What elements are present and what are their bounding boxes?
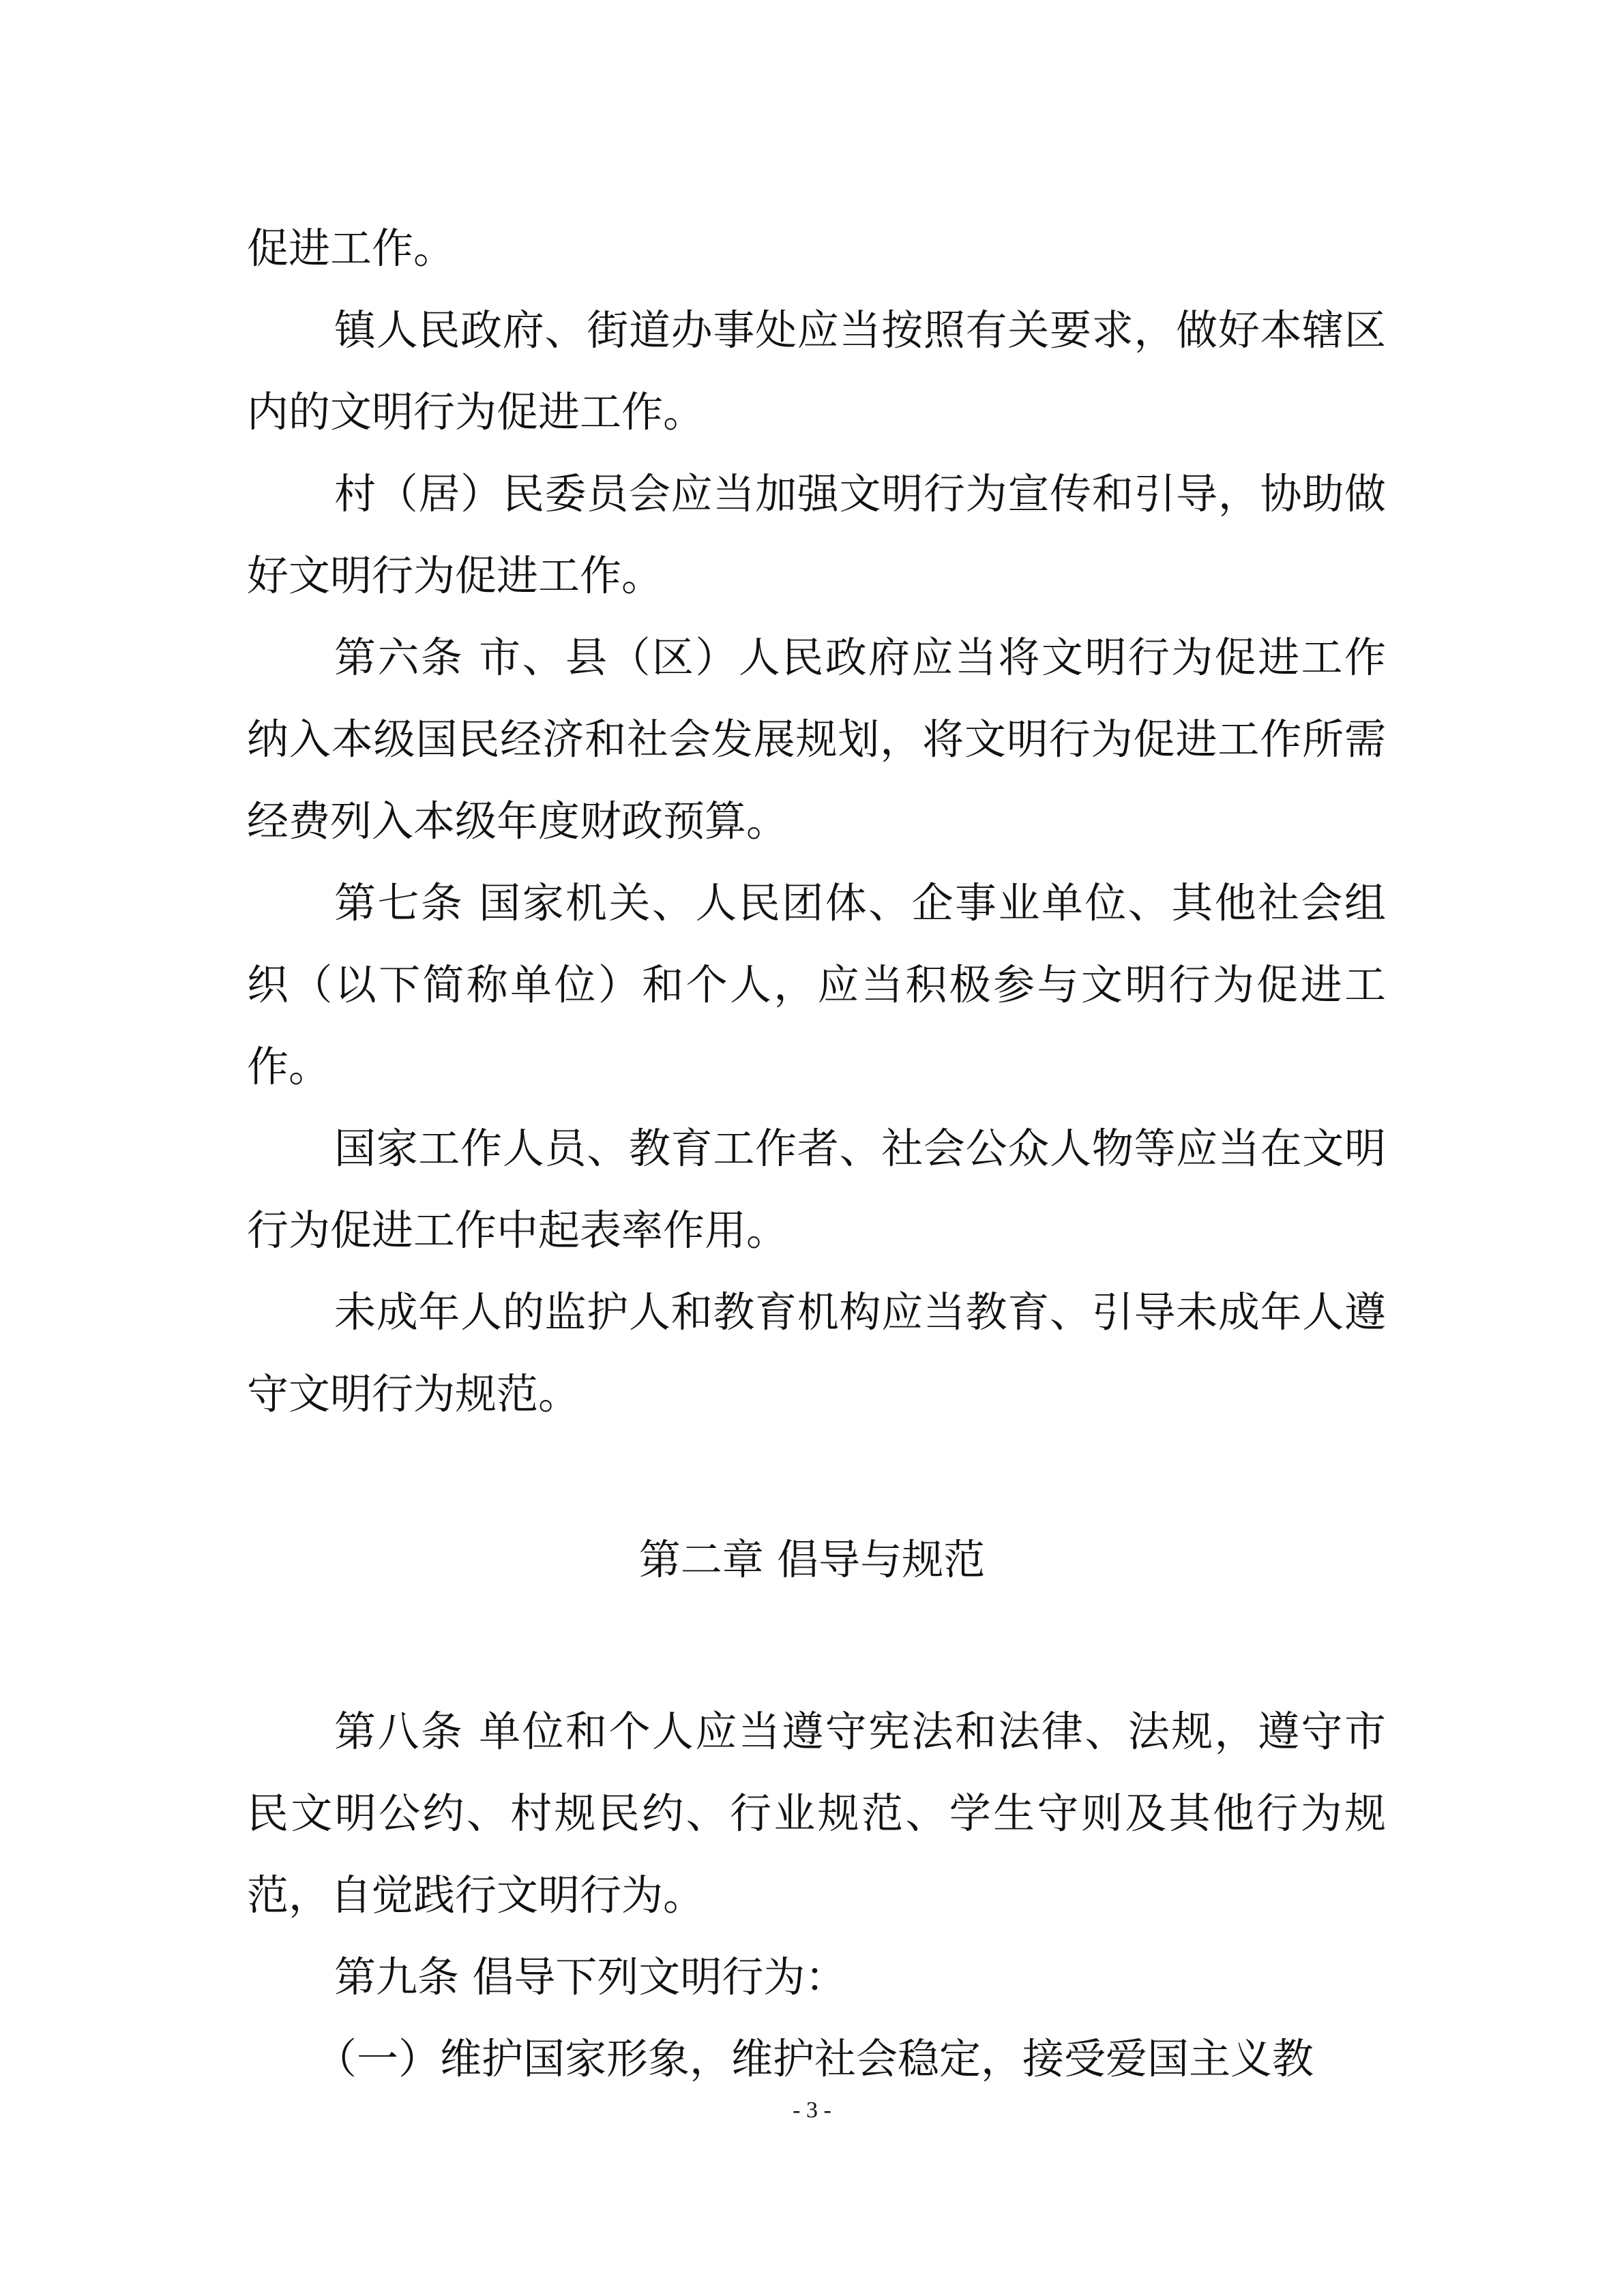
paragraph-article-9: 第九条 倡导下列文明行为：	[334, 1953, 847, 2001]
paragraph-town-government: 镇人民政府、街道办事处应当按照有关要求，做好本辖区内的文明行为促进工作。	[247, 306, 1386, 436]
paragraph-article-6: 第六条 市、县（区）人民政府应当将文明行为促进工作纳入本级国民经济和社会发展规划，将文明行为促进工作所需经费列入本级年度财政预算。	[247, 633, 1386, 846]
paragraph-village-committee: 村（居）民委员会应当加强文明行为宣传和引导，协助做好文明行为促进工作。	[247, 470, 1386, 600]
paragraph-article-8: 第八条 单位和个人应当遵守宪法和法律、法规，遵守市民文明公约、村规民约、行业规范、学生守则及其他行为规范，自觉践行文明行为。	[247, 1708, 1386, 1920]
paragraph-minors-guardians: 未成年人的监护人和教育机构应当教育、引导未成年人遵守文明行为规范。	[247, 1288, 1386, 1418]
paragraph-item-1: （一）维护国家形象，维护社会稳定，接受爱国主义教	[315, 2035, 1314, 2083]
chapter-title: 第二章 倡导与规范	[638, 1536, 986, 1584]
paragraph-continuation: 促进工作。	[247, 224, 456, 273]
page-number: - 3 -	[793, 2098, 831, 2123]
paragraph-state-workers: 国家工作人员、教育工作者、社会公众人物等应当在文明行为促进工作中起表率作用。	[247, 1124, 1386, 1255]
paragraph-article-7: 第七条 国家机关、人民团体、企事业单位、其他社会组织（以下简称单位）和个人，应当积极参与文明行为促进工作。	[247, 879, 1386, 1091]
